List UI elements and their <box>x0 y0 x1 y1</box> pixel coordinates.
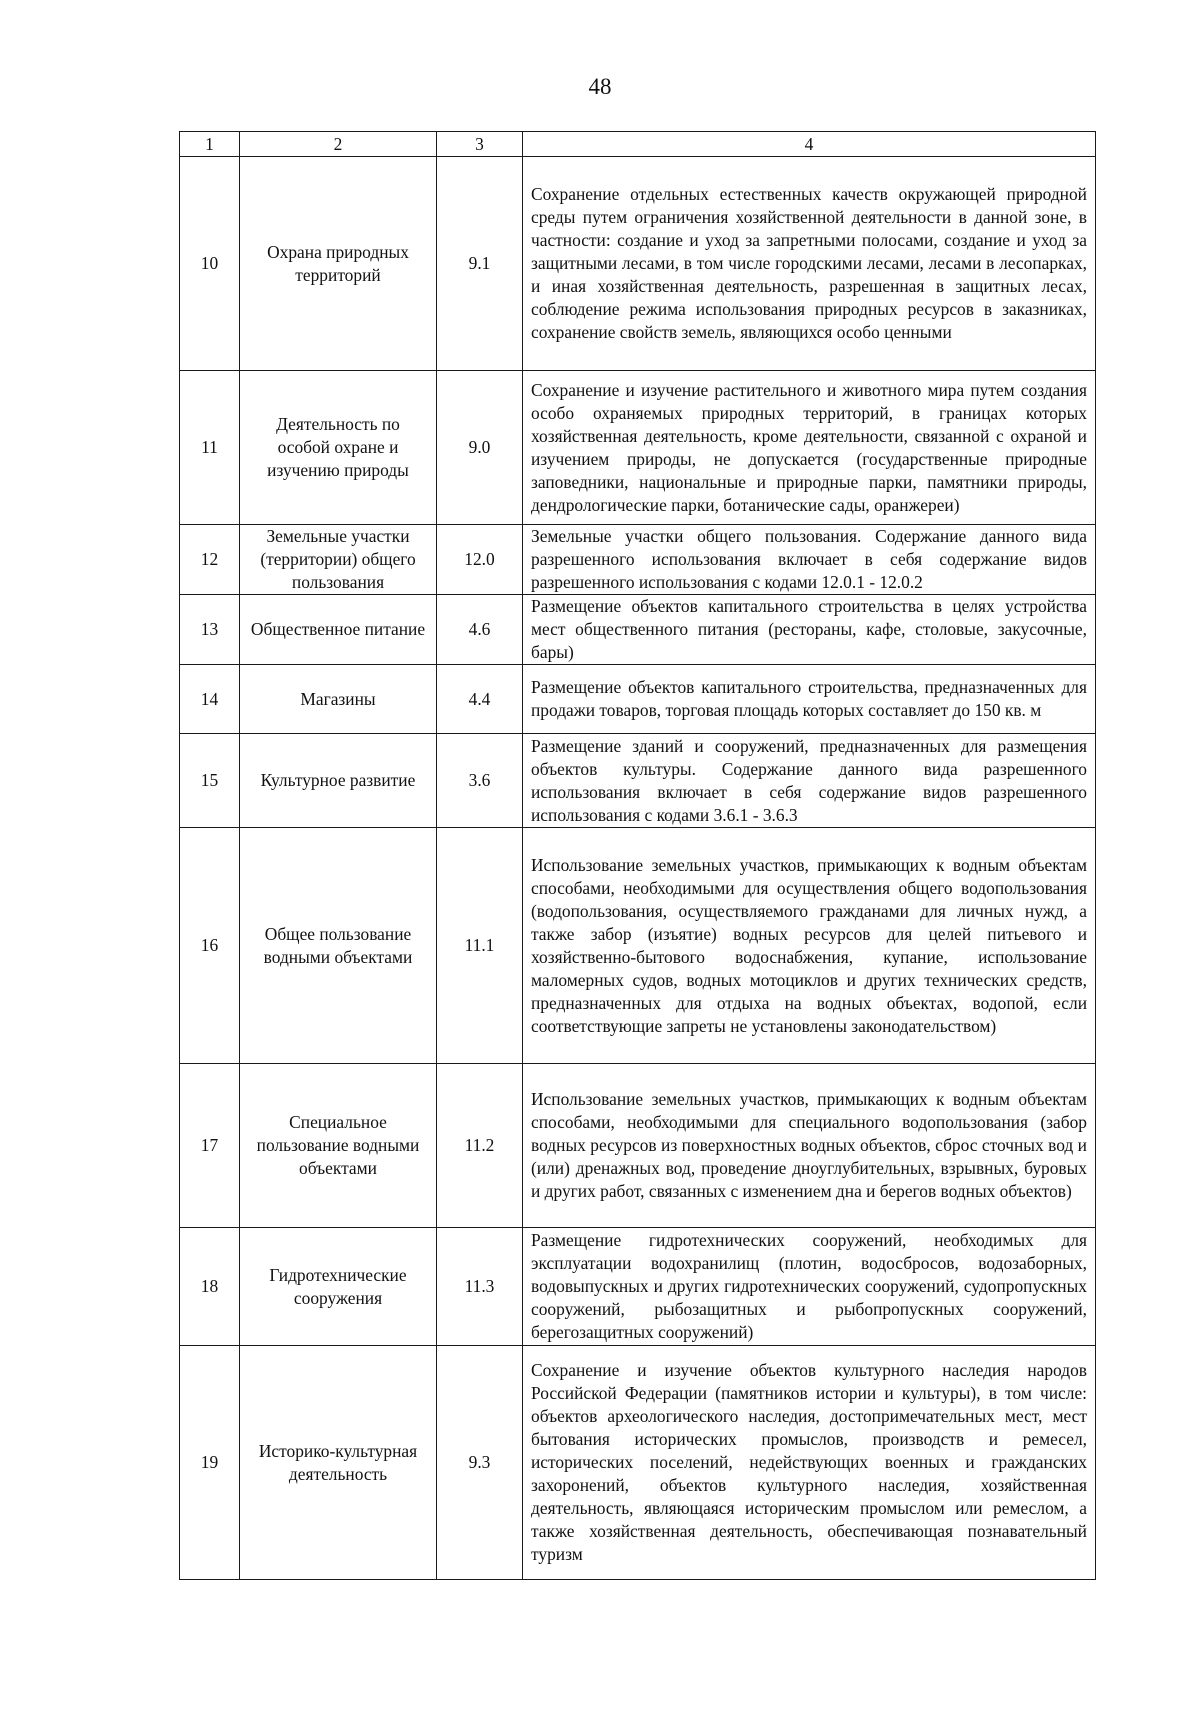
use-type-description: Использование земельных участков, примыкающих к водным объектам способами, необходимыми для осуществления общего водопользования (водопользования, осуществляемого гражданами для личных нужд, а также забор (изъятие) водных ресурсов для целей питьевого и хозяйственно-бытового водоснабжения, купание, использование маломерных судов, водных мотоциклов и других технических средств, предназначенных для отдыха на водных объектах, водопой, если соответствующие запреты не установлены законодательством) <box>531 854 1087 1036</box>
table-row <box>180 371 1096 525</box>
use-type-code: 11.3 <box>437 1228 523 1346</box>
table-row <box>180 595 1096 665</box>
table-row <box>180 525 1096 595</box>
use-type-name: Магазины <box>240 665 437 734</box>
use-type-code: 11.2 <box>437 1064 523 1228</box>
table-row <box>180 1346 1096 1580</box>
use-type-code: 12.0 <box>437 525 523 595</box>
use-type-description: Сохранение отдельных естественных качеств окружающей природной среды путем ограничения хозяйственной деятельности в данной зоне, в частности: создание и уход за запретными полосами, создание и уход за защитными лесами, в том числе городскими лесами, лесами в лесопарках, и иная хозяйственная деятельность, разрешенная в защитных лесах, соблюдение режима использования природных ресурсов в заказниках, сохранение свойств земель, являющихся особо ценными <box>531 184 1087 342</box>
use-type-name: Охрана природных территорий <box>240 157 437 371</box>
use-type-code: 3.6 <box>437 734 523 828</box>
land-use-table <box>179 131 1096 1580</box>
column-header-3: 3 <box>437 132 523 157</box>
table-row <box>180 1064 1096 1228</box>
use-type-code: 4.6 <box>437 595 523 665</box>
row-number: 14 <box>180 665 240 734</box>
table-row <box>180 157 1096 371</box>
use-type-code: 4.4 <box>437 665 523 734</box>
page-number: 48 <box>588 74 612 99</box>
row-number: 18 <box>180 1228 240 1346</box>
use-type-name: Гидротехнические сооружения <box>240 1228 437 1346</box>
use-type-code: 9.3 <box>437 1346 523 1580</box>
use-type-name: Деятельность по особой охране и изучению природы <box>240 371 437 525</box>
use-type-description: Земельные участки общего пользования. Содержание данного вида разрешенного использования включает в себя содержание видов разрешенного использования с кодами 12.0.1 - 12.0.2 <box>531 526 1087 592</box>
use-type-name: Земельные участки (территории) общего пользования <box>240 525 437 595</box>
use-type-description: Размещение объектов капитального строительства, предназначенных для продажи товаров, торговая площадь которых составляет до 150 кв. м <box>531 677 1087 720</box>
use-type-code: 9.0 <box>437 371 523 525</box>
use-type-description: Размещение объектов капитального строительства в целях устройства мест общественного питания (рестораны, кафе, столовые, закусочные, бары) <box>531 596 1087 662</box>
column-header-2: 2 <box>240 132 437 157</box>
table-row <box>180 828 1096 1064</box>
use-type-description: Использование земельных участков, примыкающих к водным объектам способами, необходимыми для специального водопользования (забор водных ресурсов из поверхностных водных объектов, сброс сточных вод и (или) дренажных вод, проведение дноуглубительных, взрывных, буровых и других работ, связанных с изменением дна и берегов водных объектов) <box>531 1089 1087 1201</box>
table-row <box>180 1228 1096 1346</box>
use-type-name: Культурное развитие <box>240 734 437 828</box>
use-type-code: 11.1 <box>437 828 523 1064</box>
row-number: 11 <box>180 371 240 525</box>
use-type-code: 9.1 <box>437 157 523 371</box>
row-number: 17 <box>180 1064 240 1228</box>
table-row <box>180 734 1096 828</box>
use-type-name: Общественное питание <box>240 595 437 665</box>
use-type-name: Общее пользование водными объектами <box>240 828 437 1064</box>
use-type-description: Размещение зданий и сооружений, предназначенных для размещения объектов культуры. Содержание данного вида разрешенного использования включает в себя содержание видов разрешенного использования с кодами 3.6.1 - 3.6.3 <box>531 735 1087 825</box>
use-type-description: Сохранение и изучение растительного и животного мира путем создания особо охраняемых природных территорий, в границах которых хозяйственная деятельность, кроме деятельности, связанной с охраной и изучением природы, не допускается (государственные природные заповедники, национальные и природные парки, памятники природы, дендрологические парки, ботанические сады, оранжереи) <box>531 379 1087 515</box>
row-number: 10 <box>180 157 240 371</box>
column-header-4: 4 <box>523 132 1096 157</box>
use-type-description: Сохранение и изучение объектов культурного наследия народов Российской Федерации (памятников истории и культуры), в том числе: объектов археологического наследия, достопримечательных мест, мест бытования исторических промыслов, производств и ремесел, исторических поселений, недействующих военных и гражданских захоронений, объектов культурного наследия, хозяйственная деятельность, являющаяся историческим промыслом или ремеслом, а также хозяйственная деятельность, обеспечивающая познавательный туризм <box>531 1360 1087 1564</box>
row-number: 15 <box>180 734 240 828</box>
row-number: 12 <box>180 525 240 595</box>
table-header-row <box>180 132 1096 157</box>
row-number: 13 <box>180 595 240 665</box>
table-row <box>180 665 1096 734</box>
use-type-description: Размещение гидротехнических сооружений, необходимых для эксплуатации водохранилищ (плотин, водосбросов, водозаборных, водовыпускных и других гидротехнических сооружений, судопропускных сооружений, рыбозащитных и рыбопропускных сооружений, берегозащитных сооружений) <box>531 1230 1087 1342</box>
row-number: 19 <box>180 1346 240 1580</box>
column-header-1: 1 <box>180 132 240 157</box>
row-number: 16 <box>180 828 240 1064</box>
use-type-name: Историко-культурная деятельность <box>240 1346 437 1580</box>
use-type-name: Специальное пользование водными объектами <box>240 1064 437 1228</box>
